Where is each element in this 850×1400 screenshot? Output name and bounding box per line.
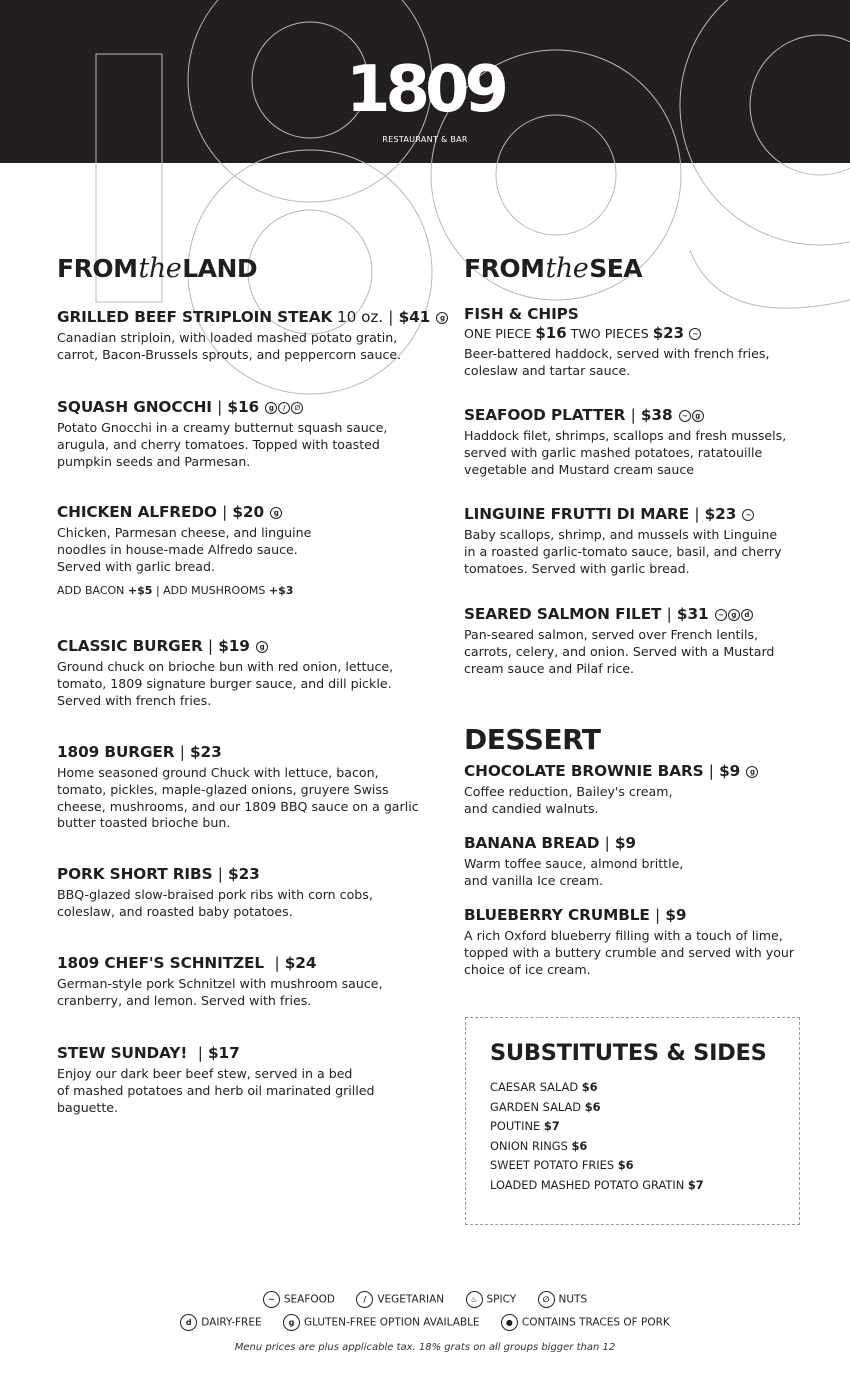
gluten-free-icon: g [728, 609, 740, 621]
side-item: SWEET POTATO FRIES $6 [490, 1158, 634, 1172]
menu-item [464, 906, 794, 978]
item-description: Warm toffee sauce, almond brittle, and vanilla Ice cream. [464, 856, 684, 888]
item-description: Coffee reduction, Bailey's cream, and candied walnuts. [464, 784, 673, 816]
gluten-free-icon: g [283, 1314, 300, 1331]
menu-item [464, 505, 782, 577]
menu-item [57, 637, 393, 709]
seafood-icon: ~ [742, 509, 754, 521]
seafood-icon: ~ [715, 609, 727, 621]
menu-item [57, 865, 373, 921]
legend-vegetarian: / VEGETARIAN [356, 1291, 444, 1308]
side-item: POUTINE $7 [490, 1119, 560, 1133]
gluten-free-icon: g [692, 410, 704, 422]
menu-item [464, 834, 683, 890]
item-title: 1809 CHEF'S SCHNITZEL | $24 [57, 954, 317, 972]
gluten-free-icon: g [746, 766, 758, 778]
legend-pork: ● CONTAINS TRACES OF PORK [501, 1314, 670, 1331]
menu-item [57, 954, 383, 1010]
item-description: Beer-battered haddock, served with french fries, coleslaw and tartar sauce. [464, 346, 770, 378]
item-title: PORK SHORT RIBS | $23 [57, 865, 260, 883]
legend-spicy: ♨ SPICY [466, 1291, 517, 1308]
item-description: Pan-seared salmon, served over French lentils, carrots, celery, and onion. Served with a Mustard cream sauce and Pilaf rice. [464, 627, 775, 676]
item-title: STEW SUNDAY! | $17 [57, 1044, 240, 1062]
logo-number: 1809 [345, 53, 505, 127]
menu-item [464, 605, 774, 677]
tax-footnote: Menu prices are plus applicable tax. 18% grats on all groups bigger than 12 [234, 1342, 616, 1353]
menu-item [57, 1044, 375, 1116]
side-item: CAESAR SALAD $6 [490, 1080, 598, 1094]
side-item: GARDEN SALAD $6 [490, 1099, 601, 1114]
item-title: BANANA BREAD | $9 [464, 834, 636, 852]
item-title: SEAFOOD PLATTER | $38 ~ g [464, 406, 786, 424]
spicy-icon: ♨ [466, 1291, 483, 1308]
menu-item [57, 308, 448, 364]
seafood-icon: ~ [679, 410, 691, 422]
item-description: Haddock filet, shrimps, scallops and fresh mussels, served with garlic mashed potatoes, ratatouille vegetable and Mustard cream sauce [464, 428, 787, 477]
menu-item [57, 743, 419, 832]
menu-item [464, 406, 786, 478]
item-description: Potato Gnocchi in a creamy butternut squash sauce, arugula, and cherry tomatoes. Topped with toasted pumpkin seeds and Parmesan. [57, 420, 388, 469]
legend-gluten-free: g GLUTEN-FREE OPTION AVAILABLE [283, 1314, 480, 1331]
item-title: GRILLED BEEF STRIPLOIN STEAK 10 oz. | $41 g [57, 308, 448, 326]
side-item: ONION RINGS $6 [490, 1138, 588, 1153]
legend-seafood: ~ SEAFOOD [263, 1291, 335, 1308]
legend-row-2 [0, 1314, 850, 1331]
item-description: Chicken, Parmesan cheese, and linguine noodles in house-made Alfredo sauce. Served with garlic bread. [57, 525, 312, 574]
item-description: Enjoy our dark beer beef stew, served in a bed of mashed potatoes and herb oil marinated grilled baguette. [57, 1066, 375, 1115]
dairy-free-icon: d [180, 1314, 197, 1331]
substitutes-sides-box [465, 1017, 800, 1225]
gluten-free-icon: g [270, 507, 282, 519]
gluten-free-icon: g [256, 641, 268, 653]
vegetarian-icon: / [356, 1291, 373, 1308]
menu-item [464, 305, 769, 380]
gluten-free-icon: g [265, 402, 277, 414]
legend-nuts: ∅ NUTS [538, 1291, 588, 1308]
legend-row-1 [0, 1291, 850, 1308]
pork-icon: ● [501, 1314, 518, 1331]
item-description: German-style pork Schnitzel with mushroom sauce, cranberry, and lemon. Served with fries. [57, 976, 383, 1008]
item-description: Baby scallops, shrimp, and mussels with Linguine in a roasted garlic-tomato sauce, basil, and cherry tomatoes. Served with garlic bread. [464, 527, 782, 576]
legend-dairy-free: d DAIRY-FREE [180, 1314, 261, 1331]
sides-title: SUBSTITUTES & SIDES [490, 1040, 767, 1066]
item-title: CLASSIC BURGER | $19 g [57, 637, 393, 655]
dessert-section-title: DESSERT [464, 723, 601, 756]
dairy-free-icon: d [741, 609, 753, 621]
item-title: BLUEBERRY CRUMBLE | $9 [464, 906, 687, 924]
seafood-icon: ~ [263, 1291, 280, 1308]
item-addons: ADD BACON +$5 | ADD MUSHROOMS +$3 [57, 584, 294, 598]
restaurant-logo [0, 55, 850, 144]
menu-item [57, 503, 311, 597]
logo-subtitle: RESTAURANT & BAR [382, 135, 468, 144]
menu-item [464, 762, 758, 818]
nuts-icon: ∅ [538, 1291, 555, 1308]
land-section-title: FROMtheLAND [57, 253, 258, 284]
item-title: FISH & CHIPS [464, 305, 579, 323]
gluten-free-icon: g [436, 312, 448, 324]
item-title: SQUASH GNOCCHI | $16 g / ∅ [57, 398, 387, 416]
side-item: LOADED MASHED POTATO GRATIN $7 [490, 1177, 704, 1192]
item-description: BBQ-glazed slow-braised pork ribs with corn cobs, coleslaw, and roasted baby potatoes. [57, 887, 373, 919]
item-description: Canadian striploin, with loaded mashed potato gratin, carrot, Bacon-Brussels sprouts, and peppercorn sauce. [57, 330, 402, 362]
item-title: CHICKEN ALFREDO | $20 g [57, 503, 311, 521]
item-description: Ground chuck on brioche bun with red onion, lettuce, tomato, 1809 signature burger sauce, and dill pickle. Served with french fries. [57, 659, 394, 708]
seafood-icon: ~ [689, 328, 701, 340]
nuts-icon: ∅ [291, 402, 303, 414]
item-title: SEARED SALMON FILET | $31 ~ g d [464, 605, 774, 623]
sides-list [490, 1078, 704, 1195]
item-description: Home seasoned ground Chuck with lettuce, bacon, tomato, pickles, maple-glazed onions, gruyere Swiss cheese, mushrooms, and our 1809 BBQ sauce on a garlic butter toasted brioche bun. [57, 765, 419, 831]
sea-section-title: FROMtheSEA [464, 253, 643, 284]
item-title: LINGUINE FRUTTI DI MARE | $23 ~ [464, 505, 782, 523]
item-price-options: ONE PIECE $16 TWO PIECES $23 ~ [464, 324, 769, 342]
item-title: CHOCOLATE BROWNIE BARS | $9 g [464, 762, 758, 780]
item-description: A rich Oxford blueberry filling with a touch of lime, topped with a buttery crumble and served with your choice of ice cream. [464, 928, 795, 977]
vegetarian-icon: / [278, 402, 290, 414]
menu-item [57, 398, 387, 470]
item-title: 1809 BURGER | $23 [57, 743, 222, 761]
